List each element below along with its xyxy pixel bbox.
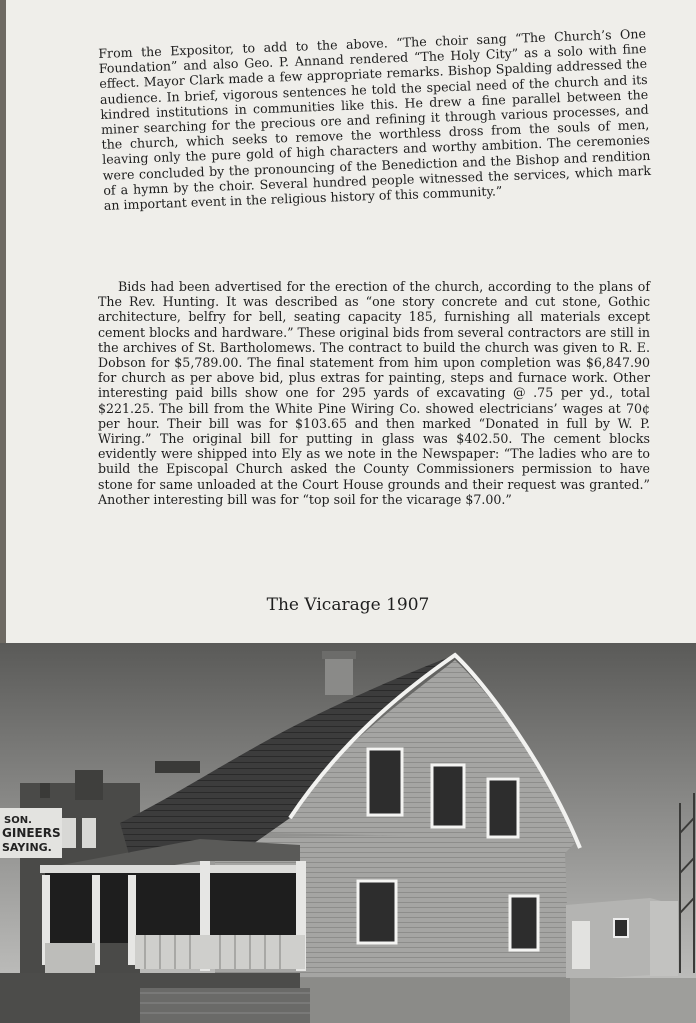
vicarage-photo	[0, 643, 696, 1023]
photo-caption: The Vicarage 1907	[266, 595, 430, 615]
paragraph-expositor-quote: From the Expositor, to add to the above. “The choir sang “The Church’s One Foundation” and also Geo. P. Annand rendered “The Holy City” as a solo with fine effect. Mayor Clark made a few appropriate remarks. Bishop Spalding addressed the audience. In brief, vigorous sentences he told the special need of the church and its kindred institutions in communities like this. He drew a fine parallel between the miner searching for the precious ore and refining it through various processes, and the church, which seeks to remove the worthless dross from the souls of men, leaving only the pure gold of high characters and worthy ambition. The ceremonies were concluded by the pronouncing of the Benediction and the Bishop and rendition of a hymn by the choir. Several hundred people witnessed the services, which mark an important event in the religious history of this community.”	[98, 25, 652, 213]
sign-line-1: SON.	[4, 815, 32, 826]
shed	[566, 898, 678, 981]
sign-line-2: GINEERS	[2, 826, 61, 840]
sign-line-3: SAYING.	[2, 841, 52, 854]
foundation	[300, 978, 570, 1023]
paragraph-church-bids: Bids had been advertised for the erection of the church, according to the plans of The Rev. Hunting. It was described as “one story concrete and cut stone, Gothic architecture, belfry for bell, seating capacity 185, furnishing all materials except cement blocks and hardware.” These original bids from several contractors are still in the archives of St. Bartholomews. The contract to build the church was given to R. E. Dobson for $5,789.00. The final statement from him upon completion was $6,847.90 for church as per above bid, plus extras for painting, steps and furnace work. Other interesting paid bills show one for 295 yards of excavating @ .75 per yd., total $221.25. The bill from the White Pine Wiring Co. showed electricians’ wages at 70¢ per hour. Their bill was for $103.65 and then marked “Donated in full by W. P. Wiring.” The original bill for putting in glass was $402.50. The cement blocks evidently were shipped into Ely as we note in the Newspaper: “The ladies who are to build the Episcopal Church asked the County Commissioners permission to have stone for same unloaded at the Court House grounds and their request was granted.” Another interesting bill was for “top soil for the vicarage $7.00.”	[98, 279, 650, 507]
street-sign	[0, 808, 62, 858]
chimney	[325, 653, 353, 695]
